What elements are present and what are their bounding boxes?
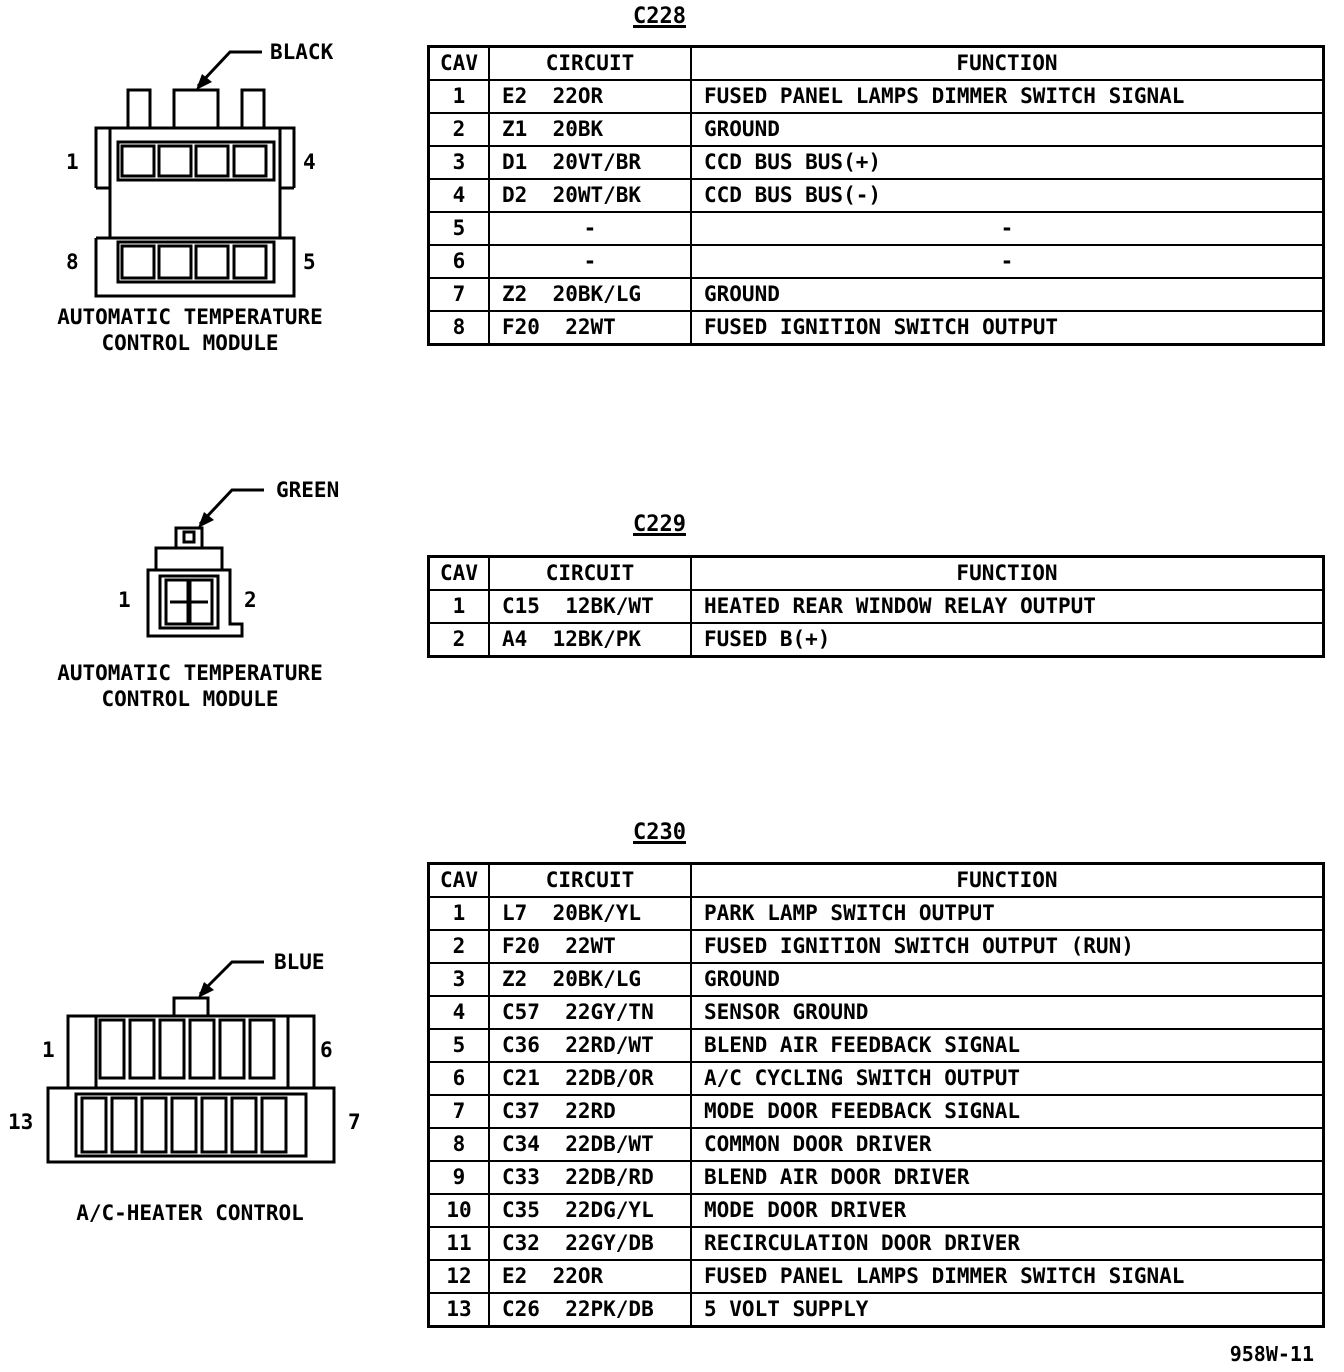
table-row <box>429 897 1324 930</box>
cav-cell: 2 <box>429 113 490 146</box>
cav-cell: 11 <box>429 1227 490 1260</box>
table-row <box>429 1095 1324 1128</box>
table-row <box>429 963 1324 996</box>
c228-pin-label: 8 <box>66 250 79 274</box>
figure-code: 958W-11 <box>1229 1342 1314 1366</box>
table-row <box>429 1194 1324 1227</box>
table-row <box>429 1260 1324 1293</box>
table-row <box>429 311 1324 345</box>
circuit-cell: C32 22GY/DB <box>489 1227 691 1260</box>
function-cell: BLEND AIR FEEDBACK SIGNAL <box>691 1029 1324 1062</box>
function-cell: FUSED IGNITION SWITCH OUTPUT <box>691 311 1324 345</box>
c228-pin-label: 4 <box>303 150 316 174</box>
c228-title: C228 <box>633 4 686 29</box>
c230-caption <box>30 1200 350 1226</box>
caption-line: CONTROL MODULE <box>101 331 279 355</box>
c230-pin-label: 7 <box>348 1110 361 1134</box>
function-cell: SENSOR GROUND <box>691 996 1324 1029</box>
c228-color-label: BLACK <box>270 40 334 64</box>
circuit-cell: C37 22RD <box>489 1095 691 1128</box>
cav-cell: 9 <box>429 1161 490 1194</box>
table-row <box>429 113 1324 146</box>
cav-cell: 5 <box>429 212 490 245</box>
table-row <box>429 623 1324 657</box>
caption-line: AUTOMATIC TEMPERATURE <box>57 305 323 329</box>
c228-pin-label: 5 <box>303 250 316 274</box>
column-header: FUNCTION <box>691 47 1324 81</box>
cav-cell: 3 <box>429 963 490 996</box>
c228-pinout-table <box>427 45 1325 346</box>
function-cell: FUSED IGNITION SWITCH OUTPUT (RUN) <box>691 930 1324 963</box>
cav-cell: 3 <box>429 146 490 179</box>
circuit-cell: C36 22RD/WT <box>489 1029 691 1062</box>
caption-line: CONTROL MODULE <box>101 687 279 711</box>
c230-pin-label: 13 <box>8 1110 34 1134</box>
cav-cell: 2 <box>429 930 490 963</box>
column-header: CIRCUIT <box>489 47 691 81</box>
c229-title: C229 <box>633 512 686 537</box>
circuit-cell: E2 22OR <box>489 1260 691 1293</box>
circuit-cell: C26 22PK/DB <box>489 1293 691 1327</box>
c229-connector-face <box>148 528 242 636</box>
table-row <box>429 245 1324 278</box>
circuit-cell: E2 22OR <box>489 80 691 113</box>
table-row <box>429 1293 1324 1327</box>
circuit-cell: F20 22WT <box>489 930 691 963</box>
cav-cell: 1 <box>429 897 490 930</box>
column-header: FUNCTION <box>691 864 1324 898</box>
cav-cell: 8 <box>429 311 490 345</box>
circuit-cell: C33 22DB/RD <box>489 1161 691 1194</box>
c229-pinout-table <box>427 555 1325 658</box>
table-row <box>429 1161 1324 1194</box>
cav-cell: 10 <box>429 1194 490 1227</box>
circuit-cell: Z2 20BK/LG <box>489 278 691 311</box>
cav-cell: 7 <box>429 1095 490 1128</box>
circuit-cell: A4 12BK/PK <box>489 623 691 657</box>
function-cell: HEATED REAR WINDOW RELAY OUTPUT <box>691 590 1324 623</box>
function-cell: RECIRCULATION DOOR DRIVER <box>691 1227 1324 1260</box>
function-cell: A/C CYCLING SWITCH OUTPUT <box>691 1062 1324 1095</box>
table-header-row <box>429 47 1324 81</box>
circuit-cell: D2 20WT/BK <box>489 179 691 212</box>
cav-cell: 6 <box>429 1062 490 1095</box>
c228-connector-face <box>96 90 294 296</box>
c228-caption <box>30 304 350 356</box>
table-header-row <box>429 557 1324 591</box>
function-cell: 5 VOLT SUPPLY <box>691 1293 1324 1327</box>
c229-pin-label: 2 <box>244 588 257 612</box>
column-header: CIRCUIT <box>489 557 691 591</box>
cav-cell: 2 <box>429 623 490 657</box>
function-cell: - <box>691 245 1324 278</box>
circuit-cell: C35 22DG/YL <box>489 1194 691 1227</box>
circuit-cell: C21 22DB/OR <box>489 1062 691 1095</box>
table-header-row <box>429 864 1324 898</box>
c230-color-label: BLUE <box>274 950 325 974</box>
table-row <box>429 278 1324 311</box>
c229-pin-label: 1 <box>118 588 131 612</box>
table-row <box>429 1029 1324 1062</box>
function-cell: BLEND AIR DOOR DRIVER <box>691 1161 1324 1194</box>
table-row <box>429 930 1324 963</box>
column-header: CIRCUIT <box>489 864 691 898</box>
c230-pin-label: 6 <box>320 1038 333 1062</box>
c230-pinout-table <box>427 862 1325 1328</box>
table-row <box>429 996 1324 1029</box>
circuit-cell: Z2 20BK/LG <box>489 963 691 996</box>
c228-pin-label: 1 <box>66 150 79 174</box>
function-cell: FUSED B(+) <box>691 623 1324 657</box>
cav-cell: 13 <box>429 1293 490 1327</box>
table-row <box>429 146 1324 179</box>
table-row <box>429 212 1324 245</box>
c229-caption <box>30 660 350 712</box>
cav-cell: 1 <box>429 80 490 113</box>
table-row <box>429 1227 1324 1260</box>
circuit-cell: L7 20BK/YL <box>489 897 691 930</box>
circuit-cell: F20 22WT <box>489 311 691 345</box>
cav-cell: 5 <box>429 1029 490 1062</box>
cav-cell: 6 <box>429 245 490 278</box>
caption-line: A/C-HEATER CONTROL <box>76 1201 304 1225</box>
circuit-cell: - <box>489 212 691 245</box>
column-header: CAV <box>429 864 490 898</box>
column-header: CAV <box>429 557 490 591</box>
c230-connector-face <box>48 998 334 1162</box>
table-row <box>429 179 1324 212</box>
function-cell: - <box>691 212 1324 245</box>
caption-line: AUTOMATIC TEMPERATURE <box>57 661 323 685</box>
function-cell: MODE DOOR FEEDBACK SIGNAL <box>691 1095 1324 1128</box>
column-header: CAV <box>429 47 490 81</box>
function-cell: GROUND <box>691 278 1324 311</box>
cav-cell: 1 <box>429 590 490 623</box>
function-cell: PARK LAMP SWITCH OUTPUT <box>691 897 1324 930</box>
function-cell: CCD BUS BUS(+) <box>691 146 1324 179</box>
circuit-cell: C34 22DB/WT <box>489 1128 691 1161</box>
column-header: FUNCTION <box>691 557 1324 591</box>
cav-cell: 12 <box>429 1260 490 1293</box>
function-cell: GROUND <box>691 963 1324 996</box>
c230-pin-label: 1 <box>42 1038 55 1062</box>
cav-cell: 7 <box>429 278 490 311</box>
function-cell: MODE DOOR DRIVER <box>691 1194 1324 1227</box>
circuit-cell: C15 12BK/WT <box>489 590 691 623</box>
cav-cell: 4 <box>429 996 490 1029</box>
circuit-cell: - <box>489 245 691 278</box>
function-cell: COMMON DOOR DRIVER <box>691 1128 1324 1161</box>
circuit-cell: C57 22GY/TN <box>489 996 691 1029</box>
table-row <box>429 1062 1324 1095</box>
circuit-cell: Z1 20BK <box>489 113 691 146</box>
table-row <box>429 590 1324 623</box>
function-cell: FUSED PANEL LAMPS DIMMER SWITCH SIGNAL <box>691 80 1324 113</box>
cav-cell: 8 <box>429 1128 490 1161</box>
c229-color-label: GREEN <box>276 478 340 502</box>
function-cell: FUSED PANEL LAMPS DIMMER SWITCH SIGNAL <box>691 1260 1324 1293</box>
function-cell: CCD BUS BUS(-) <box>691 179 1324 212</box>
cav-cell: 4 <box>429 179 490 212</box>
table-row <box>429 1128 1324 1161</box>
c230-title: C230 <box>633 820 686 845</box>
function-cell: GROUND <box>691 113 1324 146</box>
circuit-cell: D1 20VT/BR <box>489 146 691 179</box>
table-row <box>429 80 1324 113</box>
